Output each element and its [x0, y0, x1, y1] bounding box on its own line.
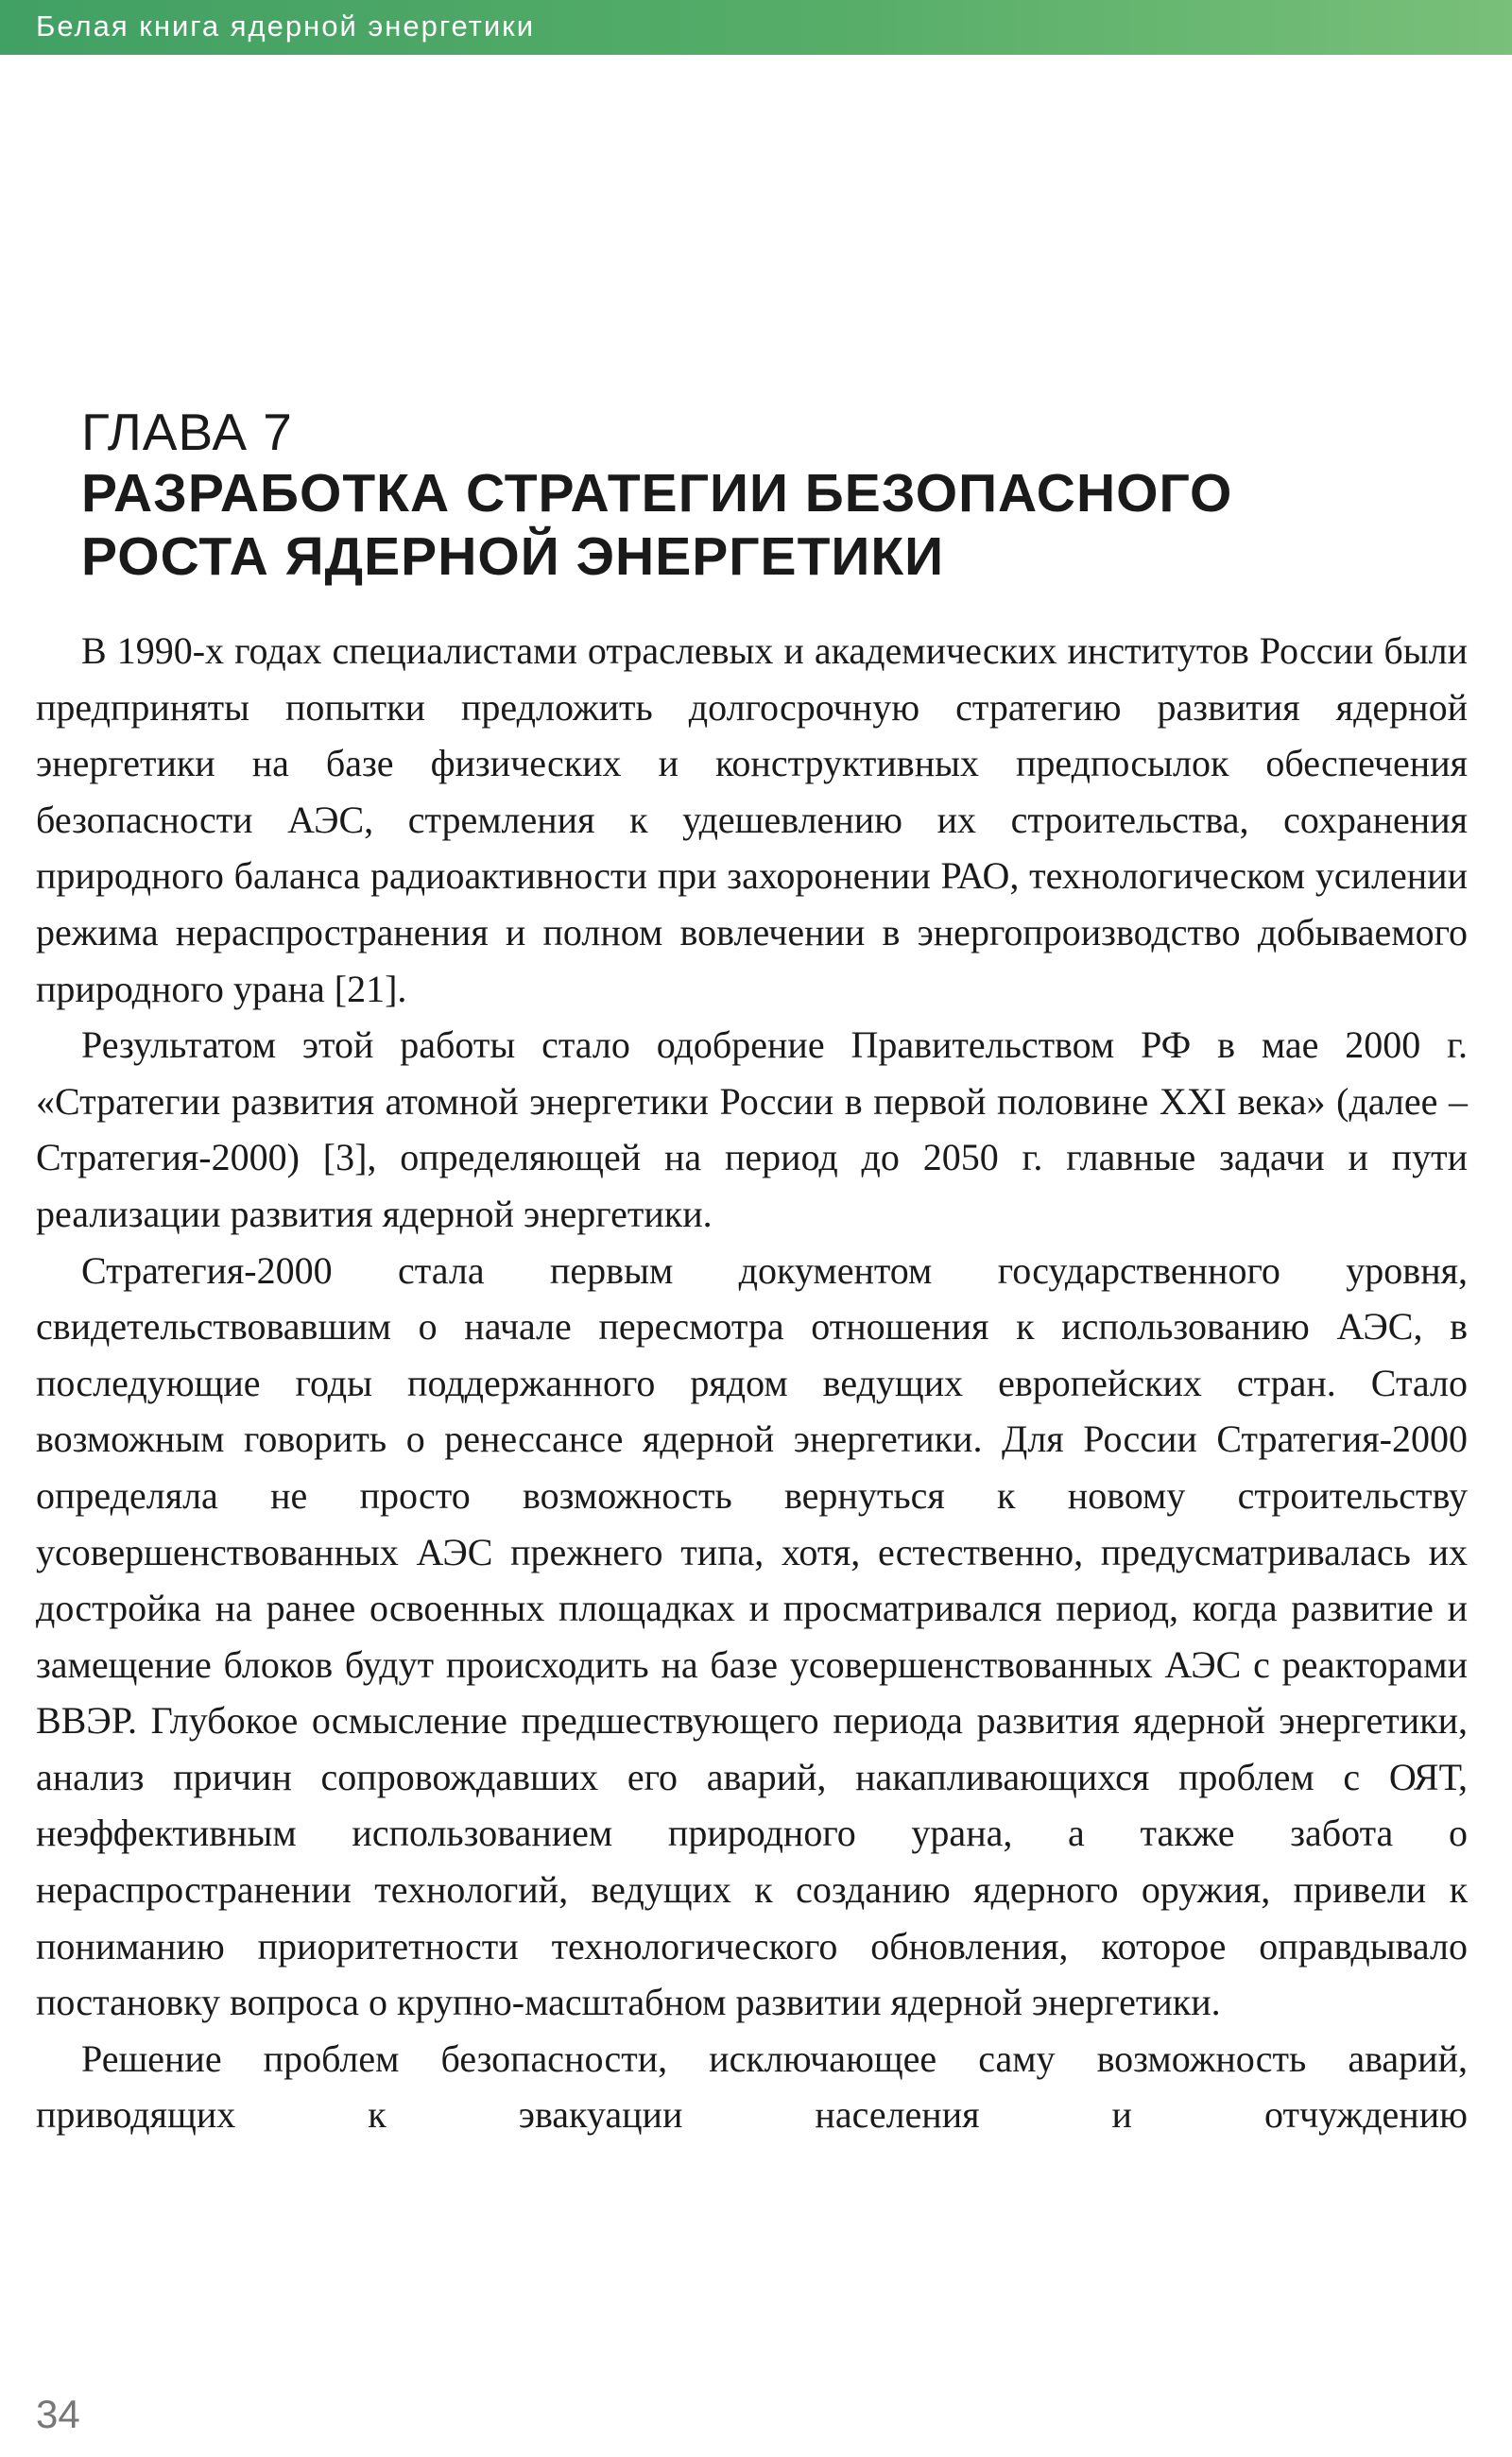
running-title: Белая книга ядерной энергетики: [36, 9, 536, 43]
chapter-label: ГЛАВА 7: [81, 403, 293, 461]
page-number: 34: [36, 2392, 80, 2436]
body-text: [36, 623, 1468, 2143]
chapter-heading: [81, 402, 1461, 589]
chapter-title-line-1: РАЗРАБОТКА СТРАТЕГИИ БЕЗОПАСНОГО: [81, 463, 1233, 524]
paragraph-1: В 1990-х годах специалистами отраслевых и академических институтов России были предприняты попытки предложить долгосрочную стратегию развития ядерной энергетики на базе физических и конструктивных предпосылок обеспечения безопасности АЭС, стремления к удешевлению их строительства, сохранения природного баланса радиоактивности при захоронении РАО, технологическом усилении режима нераспространения и полном вовлечении в энергопроизводство добываемого природного урана [21].: [36, 629, 1468, 1010]
paragraph-2: Результатом этой работы стало одобрение Правительством РФ в мае 2000 г. «Стратегии развития атомной энергетики России в первой половине XXI века» (далее – Стратегия-2000) [3], определяющей на период до 2050 г. главные задачи и пути реализации развития ядерной энергетики.: [36, 1023, 1468, 1235]
header-band: [0, 0, 1512, 55]
paragraph-3: Стратегия-2000 стала первым документом государственного уровня, свидетельствовавшим о начале пересмотра отношения к использованию АЭС, в последующие годы поддержанного рядом ведущих европейских стран. Стало возможным говорить о ренессансе ядерной энергетики. Для России Стратегия-2000 определяла не просто возможность вернуться к новому строительству усовершенствованных АЭС прежнего типа, хотя, естественно, предусматривалась их достройка на ранее освоенных площадках и просматривался период, когда развитие и замещение блоков будут происходить на базе усовершенствованных АЭС с реакторами ВВЭР. Глубокое осмысление предшествующего периода развития ядерной энергетики, анализ причин сопровождавших его аварий, накапливающихся проблем с ОЯТ, неэффективным использованием природного урана, а также забота о нераспространении технологий, ведущих к созданию ядерного оружия, привели к пониманию приоритетности технологического обновления, которое оправдывало постановку вопроса о крупно-масштабном развитии ядерной энергетики.: [36, 1248, 1468, 2024]
paragraph-4: Решение проблем безопасности, исключающее саму возможность аварий, приводящих к эвакуации населения и отчуждению: [36, 2036, 1468, 2137]
chapter-title-line-2: РОСТА ЯДЕРНОЙ ЭНЕРГЕТИКИ: [81, 526, 945, 587]
